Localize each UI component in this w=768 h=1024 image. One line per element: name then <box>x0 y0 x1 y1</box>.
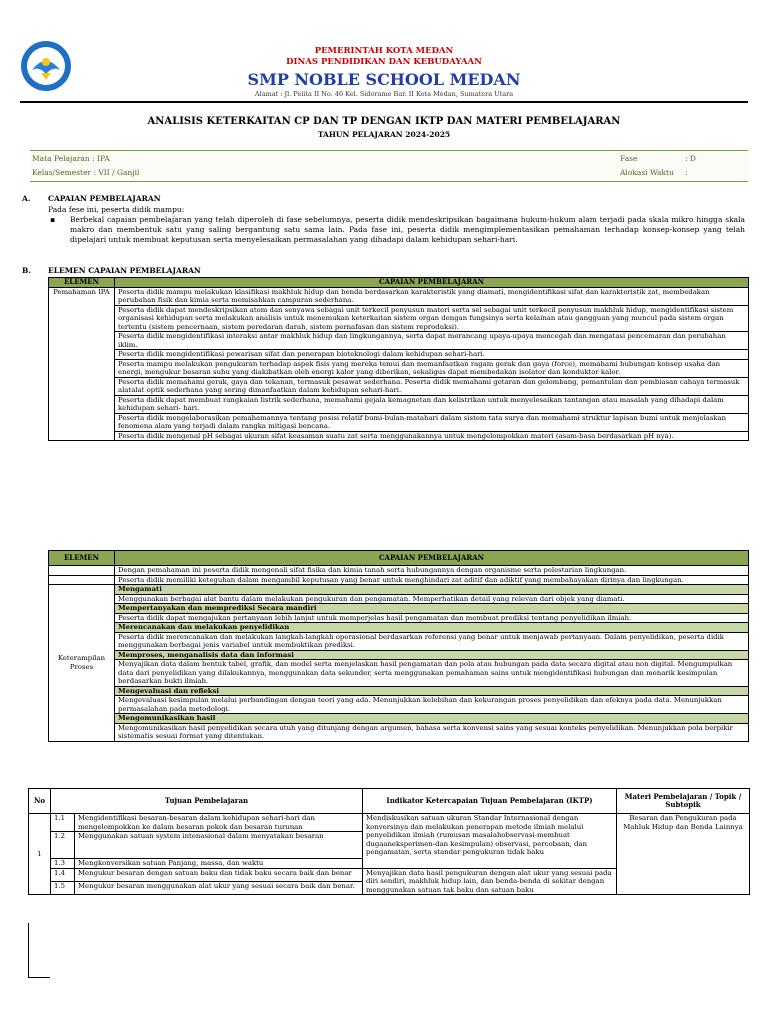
gov-name: PEMERINTAH KOTA MEDAN <box>314 46 454 56</box>
elemen-cell: Keterampilan Proses <box>49 585 115 742</box>
skill-group-heading: Memproses, menganalisis data dan informasi <box>115 650 749 660</box>
bullet-square-icon: ▪ <box>50 215 56 224</box>
skill-group-text: Peserta didik merencanakan dan melakukan langkah-langkah operasional berdasarkan referensi yang benar untuk menjawab pertanyaan. Dalam penyelidikan, peserta didik menggunakan berbagai jenis variabel untuk membuktikan prediksi. <box>115 632 749 650</box>
tp-number: 1.5 <box>51 881 75 894</box>
section-a-intro: Pada fese ini, peserta didik mampu: <box>48 205 185 214</box>
elemen-cell: Pemahaman IPA <box>49 287 115 441</box>
col-elemen-header: ELEMEN <box>49 551 115 566</box>
col-tp-header: Tujuan Pembelajaran <box>51 789 363 814</box>
header-divider <box>20 101 748 103</box>
cp-row: Peserta mampu melakukan pengukuran terhadap aspek fisis yang mereka temui dan memanfaatkan ragam gerak dan gaya (force), memahami hubungan konsep usaha dan energi, mengukur besaran suhu yang diakibatkan oleh energi kalor yang diberikan, sekaligus dapat membedakan isolator dan konduktor kalor. <box>115 359 749 377</box>
phase-value: : D <box>685 154 696 163</box>
skill-group-heading: Mengamati <box>115 585 749 595</box>
tp-text: Mengkonversikan satuan Panjang, massa, dan waktu <box>75 859 363 869</box>
row-number: 1 <box>29 814 51 895</box>
school-name: SMP NOBLE SCHOOL MEDAN <box>247 70 521 89</box>
tp-number: 1.3 <box>51 859 75 869</box>
tp-number: 1.4 <box>51 868 75 881</box>
iktp-text: Menyajikan data hasil pengukuran dengan alat ukur yang sesuai pada diri sendiri, makhluk hidup lain, dan benda-benda di sekitar dengan menggunakan satuan tak baku dan satuan baku <box>363 868 617 895</box>
skill-group-text: Menyajikan data dalam bentuk tabel, grafik, dan model serta menjelaskan hasil pengamatan dan pola atau hubungan pada data secara digital atau non digital. Mengumpulkan data dari penyelidikan yang dilakukannya, menggunakan data sekunder, serta menggunakan pemahaman sains untuk mengidentifikasi hubungan dan menarik kesimpulan berdasarkan bukti ilmiah. <box>115 660 749 687</box>
agency-name: DINAS PENDIDIKAN DAN KEBUDAYAAN <box>286 57 482 67</box>
tp-text: Mengidentifikasi besaran-besaran dalam kehidupan sehari-hari dan mengelompokkan ke dalam besaran pokok dan besaran turunan <box>75 814 363 832</box>
tp-text: Menggunakan satuan system intenasional dalam menyatakan besaran <box>75 832 363 859</box>
skill-group-heading: Mengomunikasikan hasil <box>115 714 749 724</box>
cp-row: Peserta didik mengidentifikasi interaksi antar makhluk hidup dan lingkungannya, serta dapat merancang upaya-upaya mencegah dan mengatasi pencemaran dan perubahan iklim. <box>115 332 749 350</box>
class-label: Kelas/Semester : VII / Ganjil <box>32 168 140 177</box>
iktp-text: Mendiskusikan satuan ukuran Standar Internasional dengan konversinya dan melakukan penerapan metode ilmiah melalui penyelidikan ilmiah (rumusan masalahobservasi-membuat dugaaneksperimen-dan kesimpulan) observasi, percobaan, dan pengamatan, serta standar pengukuran tidak baku <box>363 814 617 869</box>
skill-group-heading: Mengevaluasi dan refleksi <box>115 686 749 696</box>
school-address: Alamat : Jl. Pelita II No. 46 Kel. Sidorame Bar. II Kota Medan, Sumatera Utara <box>254 90 514 98</box>
cp-row: Peserta didik mengenal pH sebagai ukuran sifat keasaman suatu zat serta menggunakannya untuk mengelompokkan materi (asam-basa berdasarkan pH nya). <box>115 431 749 441</box>
skill-group-heading: Merencanakan dan melakukan penyelidikan <box>115 623 749 633</box>
skill-group-text: Mengomunikasikan hasil penyelidikan secara utuh yang ditunjang dengan argumen, bahasa serta konvensi sains yang sesuai konteks penyelidikan. Menunjukkan pola berpikir sistematis sesuai format yang ditentukan. <box>115 723 749 741</box>
cp-table-1 <box>48 277 749 441</box>
tp-text: Mengukur besaran dengan satuan baku dan tidak baku secara baik dan benar <box>75 868 363 881</box>
section-a-text: Berbekal capaian pembelajaran yang telah diperoleh di fase sebelumnya, peserta didik mendeskripsikan bagaimana hukum-hukum alam terjadi pada skala mikro hingga skala makro dan membentuk satu yang saling bergantung satu sama lain. Pada fase ini, peserta didik mengimplementasikan pemahaman terhadap konsep-konsep yang telah dipelajari untuk membuat keputusan serta menyelesaikan permasalahan yang dihadapi dalam kehidupan sehari-hari. <box>70 215 745 244</box>
document-title: ANALISIS KETERKAITAN CP DAN TP DENGAN IKTP DAN MATERI PEMBELAJARAN <box>147 116 621 127</box>
section-a-heading: CAPAIAN PEMBELAJARAN <box>48 194 161 203</box>
elemen-cell <box>49 575 115 585</box>
skill-group-text: Peserta didik dapat mengajukan pertanyaan lebih lanjut untuk memperjelas hasil pengamatan dan membuat prediksi tentang penyelidikan ilmiah. <box>115 613 749 623</box>
tp-number: 1.1 <box>51 814 75 832</box>
cp-row: Peserta didik mampu melakukan klasifikasi makhluk hidup dan benda berdasarkan karakteristik yang diamati, mengidentifikasi sifat dan karakteristik zat, membedakan perubahan fisik dan kimia serta memisahkan campuran sederhana. <box>115 287 749 305</box>
section-b-heading: ELEMEN CAPAIAN PEMBELAJARAN <box>48 266 201 275</box>
academic-year: TAHUN PELAJARAN 2024-2025 <box>317 130 451 139</box>
cp-row: Peserta didik dapat mendeskripsikan atom dan senyawa sebagai unit terkecil penyusun materi serta sel sebagai unit terkecil penyusun makhluk hidup, mengidentifikasi sistem organisasi kehidupan serta melakukan analisis untuk menemukan keterkaitan sistem organ dengan fungsinya serta kelainan atau gangguan yang muncul pada sistem organ tertentu (sistem pencernaan, sistem peredaran darah, sistem pernafasan dan sistem reproduksi). <box>115 305 749 332</box>
col-iktp-header: Indikator Ketercapaian Tujuan Pembelajaran (IKTP) <box>363 789 617 814</box>
time-allocation-value: : <box>685 168 688 177</box>
cp-row: Peserta didik memahami gerak, gaya dan tekanan, termasuk pesawat sederhana. Peserta didik memahami getaran dan gelombang, pemantulan dan pembiasan cahaya termasuk alatalat optik sederhana yang sering dimanfaatkan dalam kehidupan sehari-hari. <box>115 377 749 395</box>
table-continuation-line <box>28 923 29 977</box>
table-continuation-line <box>28 977 50 978</box>
time-allocation-label: Alokasi Waktu <box>620 168 674 177</box>
skill-group-heading: Mempertanyakan dan memprediksi Secara mandiri <box>115 604 749 614</box>
tp-text: Mengukur besaran menggunakan alat ukur yang sesuai secara baik dan benar. <box>75 881 363 894</box>
cp-table-2 <box>48 550 749 742</box>
phase-label: Fase <box>620 154 638 163</box>
elemen-cell <box>49 566 115 576</box>
cp-row: Peserta didik dapat membuat rangkaian listrik sederhana, memahami gejala kemagnetan dan kelistrikan untuk menyelesaikan tantangan atau masalah yang dihadapi dalam kehidupan sehari- hari. <box>115 395 749 413</box>
cp-row: Peserta didik mengidentifikasi pewarisan sifat dan penerapan bioteknologi dalam kehidupan sehari-hari. <box>115 350 749 360</box>
materi-text: Besaran dan Pengukuran pada Mahluk Hidup dan Benda Lainnya <box>617 814 750 895</box>
skill-group-text: Menggunakan berbagai alat bantu dalam melakukan pengukuran dan pengamatan. Memperhatikan detail yang relevan dari objek yang diamati. <box>115 594 749 604</box>
skill-group-text: Mengevaluasi kesimpulan melalui perbandingan dengan teori yang ada. Menunjukkan kelebihan dan kekurangan proses penyelidikan dan efeknya pada data. Menunjukkan permasalahan pada metodologi. <box>115 696 749 714</box>
col-cp-header: CAPAIAN PEMBELAJARAN <box>115 278 749 288</box>
tp-number: 1.2 <box>51 832 75 859</box>
cp-row: Dengan pemahaman ini peserta didik mengenali sifat fisika dan kimia tanah serta hubungannya dengan organisme serta pelestarian lingkungan. <box>115 566 749 576</box>
cp-row: Peserta didik memiliki keteguhan dalam mengambil keputusan yang benar untuk menghindari zat aditif dan adiktif yang membahayakan dirinya dan lingkungan. <box>115 575 749 585</box>
col-no-header: No <box>29 789 51 814</box>
col-elemen-header: ELEMEN <box>49 278 115 288</box>
section-a-letter: A. <box>22 194 31 203</box>
tp-table <box>28 788 750 895</box>
section-b-letter: B. <box>22 266 31 275</box>
cp-row: Peserta didik mengelaborasikan pemahamannya tentang posisi relatif bumi-bulan-matahari dalam sistem tata surya dan memahami struktur lapisan bumi untuk menjelaskan fenomena alam yang terjadi dalam rangka mitigasi bencana. <box>115 413 749 431</box>
col-cp-header: CAPAIAN PEMBELAJARAN <box>115 551 749 566</box>
col-materi-header: Materi Pembelajaran / Topik / Subtopik <box>617 789 750 814</box>
subject-info-box <box>30 150 748 182</box>
subject-label: Mata Pelajaran : IPA <box>32 154 110 163</box>
